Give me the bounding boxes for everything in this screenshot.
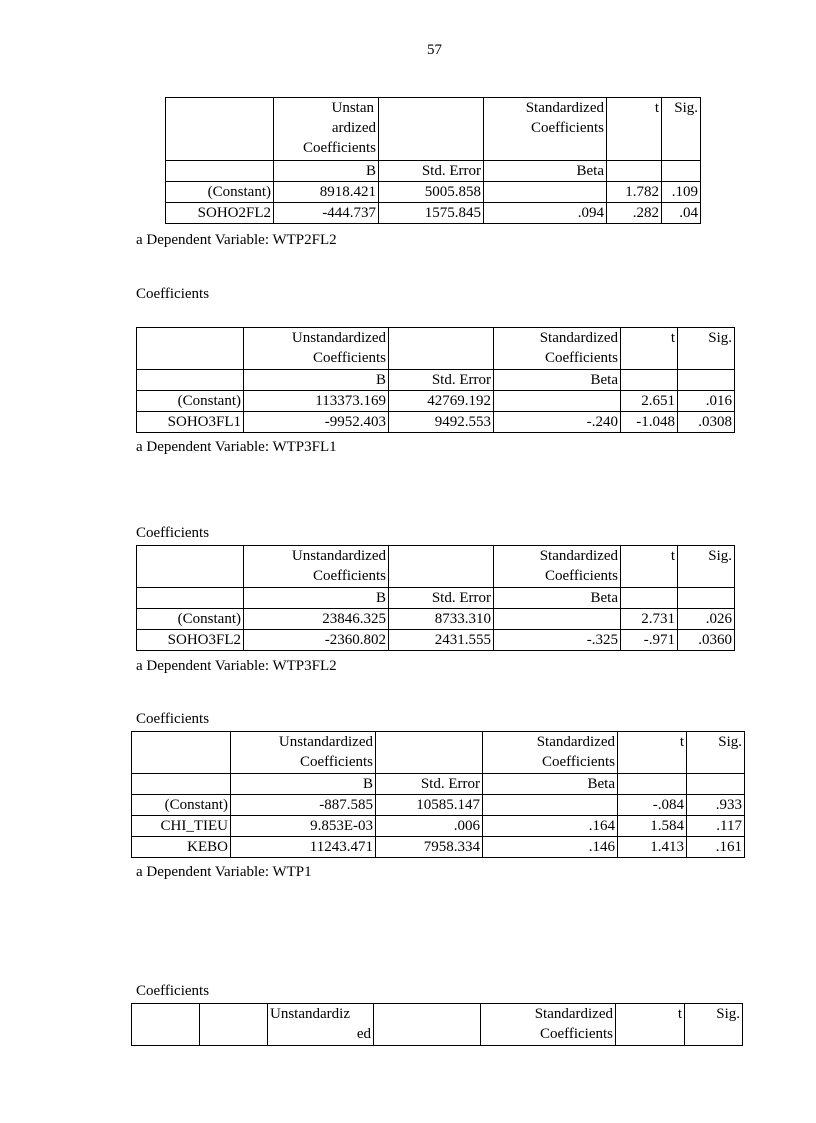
table-cell: 2.651 [621,391,678,412]
standardized-header [481,1004,616,1046]
coefficients-table-1 [165,97,701,224]
table-cell: -1.048 [621,412,678,433]
table-cell: 2431.555 [389,630,494,651]
table-cell: -.325 [494,630,621,651]
table-cell: 9492.553 [389,412,494,433]
header-line: ed [356,1026,371,1042]
dependent-variable-note: a Dependent Variable: WTP3FL2 [136,658,337,674]
page-number: 57 [427,42,442,58]
b-header: B [244,370,389,391]
header-blank-cell [132,1004,200,1046]
beta-header: Beta [483,774,618,795]
table-cell: 8918.421 [274,182,379,203]
table-cell: .282 [607,203,662,224]
unstandardized-header: Unstandardized Coefficients [231,732,376,774]
subheader-cell [621,588,678,609]
header-blank-cell [389,546,494,588]
table-row [132,837,745,858]
subheader-cell [678,370,735,391]
coefficients-table-5 [131,1003,743,1046]
standardized-header: Standardized Coefficients [483,732,618,774]
table-cell: -.240 [494,412,621,433]
table-cell: .164 [483,816,618,837]
table-header-row [132,732,745,774]
coefficients-table-3 [136,545,735,651]
table-cell: .146 [483,837,618,858]
header-line: Coefficients [302,140,376,156]
sig-header: Sig. [687,732,745,774]
subheader-cell [137,370,244,391]
t-header: t [621,328,678,370]
table-cell: 1.413 [618,837,687,858]
table-row [166,203,701,224]
std-error-header: Std. Error [389,588,494,609]
table-cell [494,391,621,412]
table-cell: -444.737 [274,203,379,224]
table-row [137,609,735,630]
std-error-header: Std. Error [376,774,483,795]
row-label: (Constant) [137,391,244,412]
table-title: Coefficients [136,286,210,302]
unstandardized-header [268,1004,374,1046]
row-label: SOHO3FL2 [137,630,244,651]
unstandardized-header: Unstandardized Coefficients [244,328,389,370]
sig-header: Sig. [662,98,701,161]
table-subheader-row [137,370,735,391]
table-cell [484,182,607,203]
header-blank-cell [166,98,274,161]
standardized-header: Standardized Coefficients [494,328,621,370]
table-cell: .109 [662,182,701,203]
b-header: B [244,588,389,609]
table-cell: .006 [376,816,483,837]
coefficients-table-4 [131,731,745,858]
beta-header: Beta [494,370,621,391]
subheader-cell [166,161,274,182]
subheader-cell [678,588,735,609]
table-row [137,630,735,651]
header-blank-cell [379,98,484,161]
subheader-cell [687,774,745,795]
header-line: Coefficients [539,1026,613,1042]
table-cell: 1.782 [607,182,662,203]
table-header-row [166,98,701,161]
beta-header: Beta [494,588,621,609]
subheader-cell [132,774,231,795]
header-blank-cell [200,1004,268,1046]
table-title: Coefficients [136,525,210,541]
standardized-header: Standardized Coefficients [494,546,621,588]
subheader-cell [618,774,687,795]
table-cell: .094 [484,203,607,224]
header-line: ardized [331,120,376,136]
beta-header: Beta [484,161,607,182]
unstandardized-header: Unstandardized Coefficients [244,546,389,588]
header-blank-cell [376,732,483,774]
row-label: KEBO [132,837,231,858]
table-cell: 8733.310 [389,609,494,630]
table-cell: -9952.403 [244,412,389,433]
table-cell: 9.853E-03 [231,816,376,837]
table-cell: 11243.471 [231,837,376,858]
table-header-row [132,1004,743,1046]
dependent-variable-note: a Dependent Variable: WTP1 [136,864,312,880]
sig-header: Sig. [678,328,735,370]
table-cell: 113373.169 [244,391,389,412]
table-cell: .933 [687,795,745,816]
table-cell: .0308 [678,412,735,433]
b-header: B [231,774,376,795]
table-header-row [137,546,735,588]
header-blank-cell [132,732,231,774]
table-cell: .016 [678,391,735,412]
table-cell: 7958.334 [376,837,483,858]
table-cell: .117 [687,816,745,837]
table-cell [483,795,618,816]
coefficients-table-2 [136,327,735,433]
std-error-header: Std. Error [389,370,494,391]
table-cell: .0360 [678,630,735,651]
table-subheader-row [132,774,745,795]
header-line: Standardized [534,1006,613,1022]
table-row [166,182,701,203]
header-blank-cell [389,328,494,370]
subheader-cell [607,161,662,182]
table-cell: -.971 [621,630,678,651]
header-blank-cell [137,546,244,588]
table-cell: 10585.147 [376,795,483,816]
table-cell: .026 [678,609,735,630]
subheader-cell [662,161,701,182]
row-label: (Constant) [166,182,274,203]
table-cell: 42769.192 [389,391,494,412]
table-row [132,795,745,816]
header-blank-cell [374,1004,481,1046]
table-cell: 2.731 [621,609,678,630]
dependent-variable-note: a Dependent Variable: WTP3FL1 [136,439,337,455]
std-error-header: Std. Error [379,161,484,182]
table-cell: -887.585 [231,795,376,816]
table-row [132,816,745,837]
table-cell: -2360.802 [244,630,389,651]
sig-header: Sig. [685,1004,743,1046]
table-cell: 1575.845 [379,203,484,224]
header-line: Unstandardiz [270,1006,350,1022]
table-cell: .161 [687,837,745,858]
t-header: t [607,98,662,161]
table-cell: 5005.858 [379,182,484,203]
b-header: B [274,161,379,182]
row-label: (Constant) [132,795,231,816]
t-header: t [618,732,687,774]
table-header-row [137,328,735,370]
t-header: t [621,546,678,588]
table-cell [494,609,621,630]
header-line: Unstan [331,100,374,116]
sig-header: Sig. [678,546,735,588]
table-row [137,391,735,412]
table-cell: 23846.325 [244,609,389,630]
table-subheader-row [166,161,701,182]
row-label: CHI_TIEU [132,816,231,837]
row-label: (Constant) [137,609,244,630]
table-cell: -.084 [618,795,687,816]
subheader-cell [621,370,678,391]
unstandardized-header [274,98,379,161]
row-label: SOHO2FL2 [166,203,274,224]
row-label: SOHO3FL1 [137,412,244,433]
dependent-variable-note: a Dependent Variable: WTP2FL2 [136,232,337,248]
subheader-cell [137,588,244,609]
standardized-header: Standardized Coefficients [484,98,607,161]
t-header: t [616,1004,685,1046]
table-row [137,412,735,433]
table-title: Coefficients [136,711,210,727]
header-blank-cell [137,328,244,370]
table-cell: 1.584 [618,816,687,837]
table-subheader-row [137,588,735,609]
table-title: Coefficients [136,983,210,999]
table-cell: .04 [662,203,701,224]
